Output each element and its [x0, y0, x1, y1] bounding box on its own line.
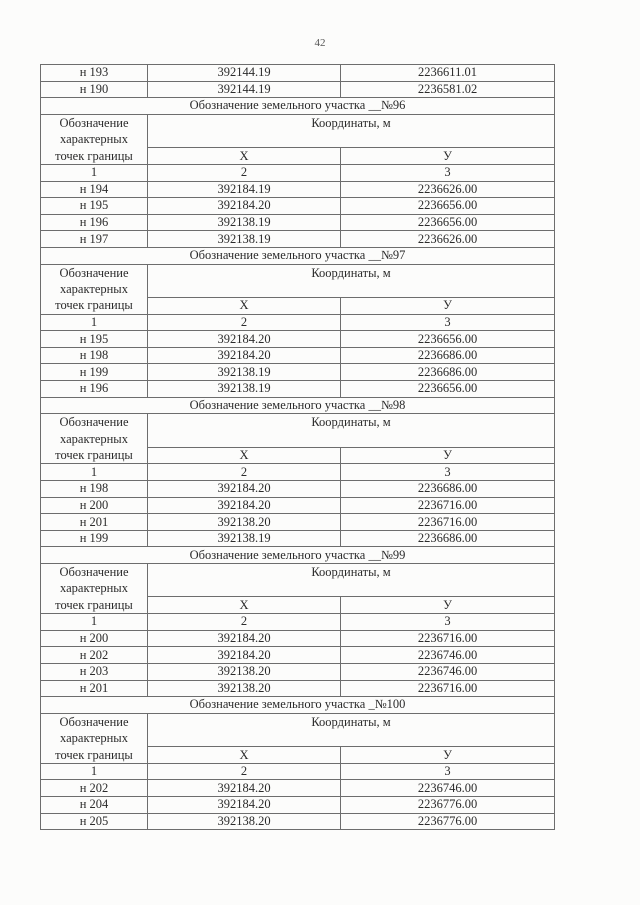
table-header-row — [41, 713, 555, 746]
point-cell: н 195 — [41, 331, 148, 348]
point-cell: н 194 — [41, 181, 148, 198]
x-coordinate-cell: 392184.20 — [148, 347, 341, 364]
table-header-row — [41, 414, 555, 447]
y-header: У — [341, 747, 555, 764]
y-coordinate-cell: 2236716.00 — [341, 497, 555, 514]
table-row — [41, 81, 555, 98]
table-row — [41, 65, 555, 82]
point-cell: н 200 — [41, 630, 148, 647]
column-number: 2 — [148, 314, 341, 331]
coordinates-header: Координаты, м — [148, 713, 555, 746]
column-number: 1 — [41, 314, 148, 331]
column-number: 1 — [41, 614, 148, 631]
point-cell: н 202 — [41, 647, 148, 664]
point-designation-header — [41, 414, 148, 464]
y-coordinate-cell: 2236686.00 — [341, 347, 555, 364]
table-row — [41, 630, 555, 647]
table-row — [41, 797, 555, 814]
point-cell: н 201 — [41, 680, 148, 697]
y-coordinate-cell: 2236746.00 — [341, 663, 555, 680]
point-designation-header-line: точек границы — [55, 747, 133, 762]
point-cell: н 193 — [41, 65, 148, 82]
column-numbering-row — [41, 614, 555, 631]
y-coordinate-cell: 2236686.00 — [341, 364, 555, 381]
table-row — [41, 364, 555, 381]
x-header: X — [148, 597, 341, 614]
x-header: X — [148, 747, 341, 764]
parcel-title: Обозначение земельного участка __№97 — [41, 247, 555, 264]
x-coordinate-cell: 392184.20 — [148, 331, 341, 348]
coordinates-header: Координаты, м — [148, 563, 555, 596]
parcel-title-row — [41, 397, 555, 414]
table-header-row — [41, 264, 555, 297]
y-coordinate-cell: 2236656.00 — [341, 331, 555, 348]
point-designation-header-line: точек границы — [55, 597, 133, 612]
point-designation-header-line: характерных — [60, 731, 128, 746]
table-row — [41, 780, 555, 797]
table-row — [41, 663, 555, 680]
column-number: 3 — [341, 164, 555, 181]
parcel-title-row — [41, 98, 555, 115]
point-cell: н 195 — [41, 198, 148, 215]
point-cell: н 199 — [41, 530, 148, 547]
x-coordinate-cell: 392184.19 — [148, 181, 341, 198]
y-coordinate-cell: 2236626.00 — [341, 231, 555, 248]
column-number: 3 — [341, 464, 555, 481]
y-coordinate-cell: 2236656.00 — [341, 198, 555, 215]
y-header: У — [341, 597, 555, 614]
x-coordinate-cell: 392138.20 — [148, 680, 341, 697]
parcel-title: Обозначение земельного участка __№98 — [41, 397, 555, 414]
point-designation-header-line: характерных — [60, 581, 128, 596]
table-row — [41, 347, 555, 364]
y-coordinate-cell: 2236716.00 — [341, 630, 555, 647]
point-cell: н 202 — [41, 780, 148, 797]
x-coordinate-cell: 392144.19 — [148, 81, 341, 98]
point-designation-header-line: Обозначение — [59, 714, 129, 729]
table-header-row — [41, 563, 555, 596]
point-cell: н 196 — [41, 214, 148, 231]
point-cell: н 199 — [41, 364, 148, 381]
y-header: У — [341, 447, 555, 464]
table-row — [41, 530, 555, 547]
point-designation-header-line: Обозначение — [59, 415, 129, 430]
y-coordinate-cell: 2236746.00 — [341, 780, 555, 797]
x-coordinate-cell: 392138.19 — [148, 530, 341, 547]
x-header: X — [148, 297, 341, 314]
coordinates-header: Координаты, м — [148, 114, 555, 147]
table-row — [41, 381, 555, 398]
x-coordinate-cell: 392144.19 — [148, 65, 341, 82]
column-number: 1 — [41, 164, 148, 181]
point-cell: н 190 — [41, 81, 148, 98]
column-numbering-row — [41, 164, 555, 181]
point-designation-header — [41, 563, 148, 613]
x-coordinate-cell: 392138.20 — [148, 663, 341, 680]
parcel-title-row — [41, 547, 555, 564]
point-cell: н 198 — [41, 481, 148, 498]
point-designation-header-line: характерных — [60, 431, 128, 446]
x-coordinate-cell: 392138.20 — [148, 514, 341, 531]
point-cell: н 197 — [41, 231, 148, 248]
coordinates-header: Координаты, м — [148, 264, 555, 297]
table-row — [41, 514, 555, 531]
x-coordinate-cell: 392138.19 — [148, 231, 341, 248]
point-cell: н 204 — [41, 797, 148, 814]
column-numbering-row — [41, 314, 555, 331]
coordinates-header: Координаты, м — [148, 414, 555, 447]
point-cell: н 200 — [41, 497, 148, 514]
page-number: 42 — [314, 37, 326, 49]
x-coordinate-cell: 392184.20 — [148, 797, 341, 814]
column-number: 2 — [148, 763, 341, 780]
point-designation-header-line: Обозначение — [59, 115, 129, 130]
y-coordinate-cell: 2236626.00 — [341, 181, 555, 198]
y-coordinate-cell: 2236686.00 — [341, 530, 555, 547]
point-designation-header-line: Обозначение — [59, 265, 129, 280]
parcel-title-row — [41, 697, 555, 714]
column-numbering-row — [41, 763, 555, 780]
table-row — [41, 481, 555, 498]
column-number: 2 — [148, 164, 341, 181]
coordinates-table — [40, 64, 555, 830]
point-cell: н 201 — [41, 514, 148, 531]
coordinates-table-body — [41, 65, 555, 830]
column-numbering-row — [41, 464, 555, 481]
point-designation-header — [41, 264, 148, 314]
point-cell: н 196 — [41, 381, 148, 398]
point-designation-header-line: точек границы — [55, 148, 133, 163]
parcel-title-row — [41, 247, 555, 264]
x-coordinate-cell: 392184.20 — [148, 647, 341, 664]
y-coordinate-cell: 2236581.02 — [341, 81, 555, 98]
table-row — [41, 231, 555, 248]
parcel-title: Обозначение земельного участка __№96 — [41, 98, 555, 115]
column-number: 3 — [341, 614, 555, 631]
y-coordinate-cell: 2236686.00 — [341, 481, 555, 498]
x-coordinate-cell: 392184.20 — [148, 780, 341, 797]
x-coordinate-cell: 392138.19 — [148, 381, 341, 398]
point-designation-header — [41, 713, 148, 763]
point-designation-header-line: точек границы — [55, 298, 133, 313]
table-header-row — [41, 114, 555, 147]
point-designation-header-line: точек границы — [55, 448, 133, 463]
table-row — [41, 331, 555, 348]
y-coordinate-cell: 2236776.00 — [341, 813, 555, 830]
table-row — [41, 647, 555, 664]
y-coordinate-cell: 2236611.01 — [341, 65, 555, 82]
y-coordinate-cell: 2236716.00 — [341, 514, 555, 531]
column-number: 3 — [341, 763, 555, 780]
y-coordinate-cell: 2236656.00 — [341, 214, 555, 231]
point-designation-header-line: характерных — [60, 132, 128, 147]
table-row — [41, 813, 555, 830]
y-header: У — [341, 297, 555, 314]
y-coordinate-cell: 2236716.00 — [341, 680, 555, 697]
point-designation-header-line: Обозначение — [59, 564, 129, 579]
table-row — [41, 181, 555, 198]
x-coordinate-cell: 392184.20 — [148, 198, 341, 215]
x-coordinate-cell: 392184.20 — [148, 630, 341, 647]
y-coordinate-cell: 2236656.00 — [341, 381, 555, 398]
x-coordinate-cell: 392184.20 — [148, 497, 341, 514]
table-row — [41, 497, 555, 514]
table-row — [41, 198, 555, 215]
point-designation-header-line: характерных — [60, 281, 128, 296]
x-coordinate-cell: 392138.19 — [148, 364, 341, 381]
point-cell: н 203 — [41, 663, 148, 680]
y-coordinate-cell: 2236746.00 — [341, 647, 555, 664]
y-coordinate-cell: 2236776.00 — [341, 797, 555, 814]
x-coordinate-cell: 392138.19 — [148, 214, 341, 231]
table-row — [41, 214, 555, 231]
x-coordinate-cell: 392138.20 — [148, 813, 341, 830]
y-header: У — [341, 148, 555, 165]
point-cell: н 198 — [41, 347, 148, 364]
column-number: 2 — [148, 464, 341, 481]
column-number: 1 — [41, 464, 148, 481]
x-header: X — [148, 447, 341, 464]
point-designation-header — [41, 114, 148, 164]
column-number: 3 — [341, 314, 555, 331]
parcel-title: Обозначение земельного участка __№99 — [41, 547, 555, 564]
x-coordinate-cell: 392184.20 — [148, 481, 341, 498]
column-number: 1 — [41, 763, 148, 780]
column-number: 2 — [148, 614, 341, 631]
point-cell: н 205 — [41, 813, 148, 830]
parcel-title: Обозначение земельного участка _№100 — [41, 697, 555, 714]
x-header: X — [148, 148, 341, 165]
table-row — [41, 680, 555, 697]
